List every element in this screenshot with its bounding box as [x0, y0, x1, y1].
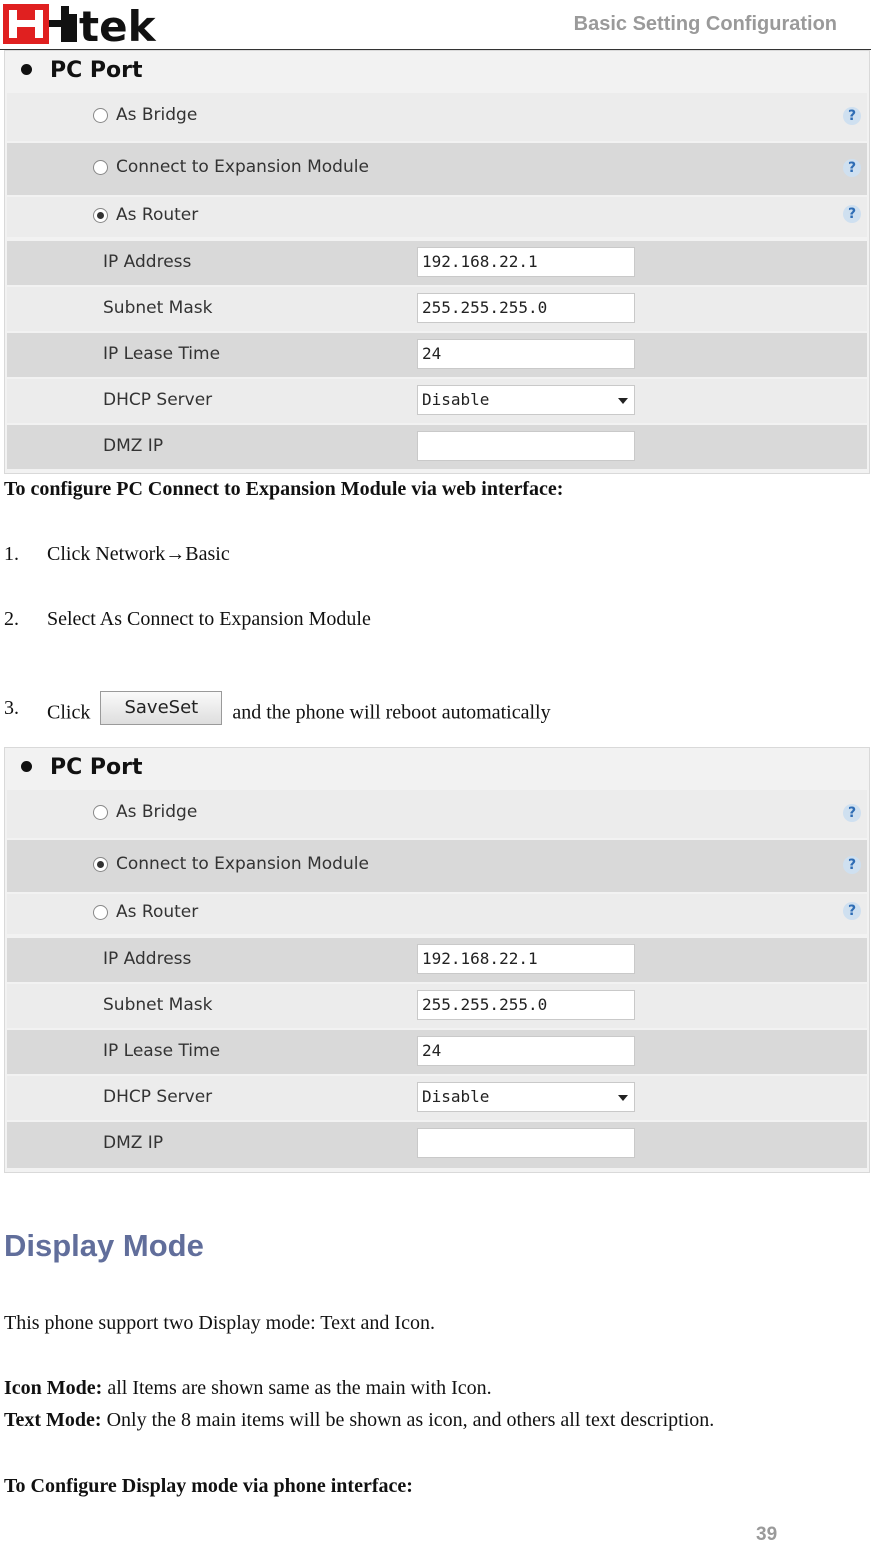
field-row — [7, 1030, 867, 1074]
ip-lease-time-label: IP Lease Time — [103, 344, 221, 364]
page-header — [0, 0, 871, 50]
field-row — [7, 938, 867, 982]
radio-as-router[interactable]: As Router — [93, 205, 198, 225]
display-mode-intro: This phone support two Display mode: Text and Icon. — [4, 1312, 435, 1334]
dhcp-server-label: DHCP Server — [103, 390, 213, 410]
help-icon[interactable]: ? — [843, 205, 861, 223]
step-number: 3. — [4, 697, 19, 719]
field-row — [7, 984, 867, 1028]
dmz-ip-label: DMZ IP — [103, 436, 164, 456]
help-icon[interactable]: ? — [843, 902, 861, 920]
help-icon[interactable]: ? — [843, 856, 861, 874]
subnet-mask-label: Subnet Mask — [103, 298, 213, 318]
text-mode-line — [4, 1409, 714, 1432]
field-row — [7, 379, 867, 423]
pc-port-panel-router — [4, 50, 870, 474]
pc-port-panel-expansion — [4, 747, 870, 1173]
option-row — [7, 197, 867, 237]
htek-logo — [3, 4, 193, 44]
option-row — [7, 93, 867, 141]
icon-mode-line — [4, 1377, 492, 1400]
option-row — [7, 894, 867, 934]
radio-icon[interactable] — [93, 108, 108, 123]
field-row — [7, 1122, 867, 1168]
bullet-icon — [21, 64, 32, 75]
radio-as-router[interactable]: As Router — [93, 902, 198, 922]
ip-lease-time-input[interactable]: 24 — [417, 339, 635, 369]
ip-address-input[interactable]: 192.168.22.1 — [417, 247, 635, 277]
step-2-text: Select As Connect to Expansion Module — [47, 608, 371, 630]
dhcp-server-select[interactable]: Disable — [417, 1082, 635, 1112]
subnet-mask-input[interactable]: 255.255.255.0 — [417, 990, 635, 1020]
step-3 — [47, 697, 551, 731]
radio-as-bridge[interactable]: As Bridge — [93, 802, 197, 822]
subnet-mask-label: Subnet Mask — [103, 995, 213, 1015]
header-title: Basic Setting Configuration — [573, 13, 837, 35]
icon-mode-label: Icon Mode: — [4, 1377, 103, 1399]
field-row — [7, 333, 867, 377]
option-row — [7, 143, 867, 195]
instructions-heading: To configure PC Connect to Expansion Module via web interface: — [4, 478, 564, 500]
text-mode-text: Only the 8 main items will be shown as icon, and others all text description. — [101, 1409, 715, 1431]
step-number: 2. — [4, 608, 19, 630]
ip-lease-time-input[interactable]: 24 — [417, 1036, 635, 1066]
field-row — [7, 425, 867, 469]
ip-lease-time-label: IP Lease Time — [103, 1041, 221, 1061]
saveset-button[interactable]: SaveSet — [100, 691, 222, 725]
dmz-ip-label: DMZ IP — [103, 1133, 164, 1153]
step-3-pre: Click — [47, 701, 91, 724]
ip-address-label: IP Address — [103, 252, 192, 272]
radio-connect-expansion[interactable]: Connect to Expansion Module — [93, 854, 369, 874]
subnet-mask-input[interactable]: 255.255.255.0 — [417, 293, 635, 323]
ip-address-label: IP Address — [103, 949, 192, 969]
bullet-icon — [21, 761, 32, 772]
ip-address-input[interactable]: 192.168.22.1 — [417, 944, 635, 974]
radio-icon[interactable] — [93, 805, 108, 820]
panel-title: PC Port — [21, 755, 143, 780]
field-row — [7, 1076, 867, 1120]
text-mode-label: Text Mode: — [4, 1409, 102, 1431]
dmz-ip-input[interactable] — [417, 431, 635, 461]
dmz-ip-input[interactable] — [417, 1128, 635, 1158]
section-heading: Display Mode — [4, 1228, 204, 1263]
step-3-post: and the phone will reboot automatically — [232, 701, 551, 724]
help-icon[interactable]: ? — [843, 159, 861, 177]
help-icon[interactable]: ? — [843, 107, 861, 125]
dhcp-server-label: DHCP Server — [103, 1087, 213, 1107]
svg-text:tek: tek — [79, 4, 156, 44]
page-number: 39 — [756, 1524, 778, 1545]
field-row — [7, 241, 867, 285]
radio-icon[interactable] — [93, 160, 108, 175]
option-row — [7, 790, 867, 838]
configure-display-heading: To Configure Display mode via phone interface: — [4, 1475, 413, 1497]
radio-icon[interactable] — [93, 208, 108, 223]
panel-title: PC Port — [21, 58, 143, 83]
step-number: 1. — [4, 543, 19, 565]
help-icon[interactable]: ? — [843, 804, 861, 822]
radio-connect-expansion[interactable]: Connect to Expansion Module — [93, 157, 369, 177]
radio-as-bridge[interactable]: As Bridge — [93, 105, 197, 125]
radio-icon[interactable] — [93, 857, 108, 872]
radio-icon[interactable] — [93, 905, 108, 920]
dhcp-server-select[interactable]: Disable — [417, 385, 635, 415]
option-row — [7, 840, 867, 892]
field-row — [7, 287, 867, 331]
step-1-text: Click Network→Basic — [47, 543, 230, 565]
icon-mode-text: all Items are shown same as the main with Icon. — [102, 1377, 492, 1399]
